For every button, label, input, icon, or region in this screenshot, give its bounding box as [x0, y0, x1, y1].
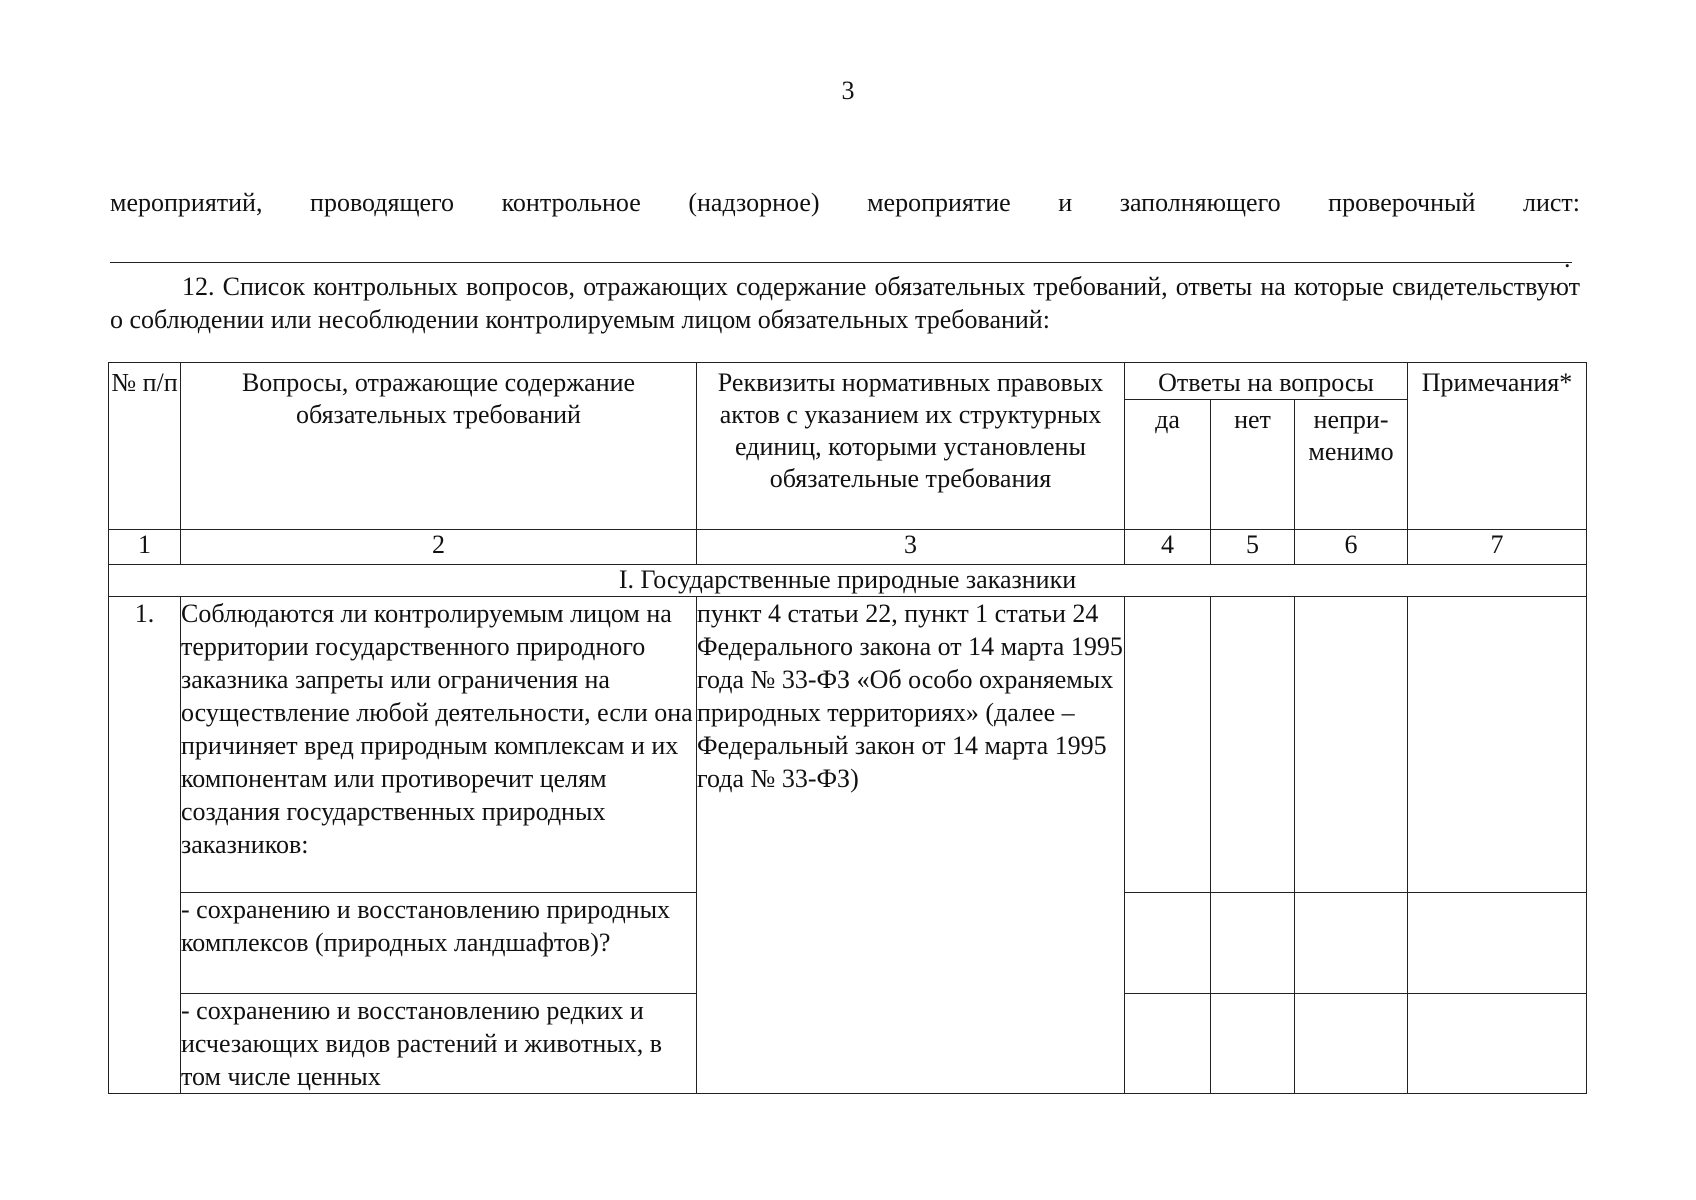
- header-number: № п/п: [109, 363, 181, 530]
- intro-line: [110, 188, 1580, 218]
- checklist-intro-paragraph: 12. Список контрольных вопросов, отражающих содержание обязательных требований, ответы на которые свидетельствуют о соблюдении или несоблюдении контролируемым лицом обязательных требований:: [110, 272, 1580, 334]
- header-not-applicable: непри-менимо: [1295, 400, 1408, 530]
- answer-no-cell[interactable]: [1211, 893, 1295, 993]
- answer-not-applicable-cell[interactable]: [1295, 596, 1408, 893]
- answer-not-applicable-cell[interactable]: [1295, 993, 1408, 1093]
- header-answers-group: Ответы на вопросы: [1125, 363, 1408, 400]
- answer-no-cell[interactable]: [1211, 596, 1295, 893]
- column-number: 7: [1408, 530, 1587, 564]
- intro-word: мероприятие: [867, 188, 1011, 217]
- intro-word: контрольное: [501, 188, 641, 217]
- question-cell: - сохранению и восстановлению природных комплексов (природных ландшафтов)?: [181, 893, 697, 993]
- inspector-fill-line: [110, 262, 1572, 263]
- section-title: I. Государственные природные заказники: [109, 564, 1587, 596]
- notes-cell[interactable]: [1408, 993, 1587, 1093]
- row-number: 1.: [109, 596, 181, 1093]
- notes-cell[interactable]: [1408, 893, 1587, 993]
- question-cell: Соблюдаются ли контролируемым лицом на территории государственного природного заказника запреты или ограничения на осуществление любой деятельности, если она причиняет вред природным комплексам и их компонентам или противоречит целям создания государственных природных заказников:: [181, 596, 697, 893]
- header-questions: Вопросы, отражающие содержание обязательных требований: [181, 363, 697, 530]
- answer-not-applicable-cell[interactable]: [1295, 893, 1408, 993]
- column-number: 4: [1125, 530, 1211, 564]
- column-number: 1: [109, 530, 181, 564]
- header-no: нет: [1211, 400, 1295, 530]
- intro-word: проверочный: [1328, 188, 1476, 217]
- answer-no-cell[interactable]: [1211, 993, 1295, 1093]
- intro-word: и: [1058, 188, 1073, 217]
- intro-word: лист:: [1522, 188, 1580, 217]
- column-number: 5: [1211, 530, 1295, 564]
- intro-word: заполняющего: [1119, 188, 1281, 217]
- answer-yes-cell[interactable]: [1125, 596, 1211, 893]
- legal-reference-cell: пункт 4 статьи 22, пункт 1 статьи 24 Федерального закона от 14 марта 1995 года № 33-ФЗ «Об особо охраняемых природных территориях» (далее – Федеральный закон от 14 марта 1995 года № 33-ФЗ): [697, 596, 1125, 1093]
- column-number: 3: [697, 530, 1125, 564]
- answer-yes-cell[interactable]: [1125, 893, 1211, 993]
- notes-cell[interactable]: [1408, 596, 1587, 893]
- question-cell: - сохранению и восстановлению редких и исчезающих видов растений и животных, в том числе ценных: [181, 993, 697, 1093]
- intro-word: проводящего: [310, 188, 455, 217]
- header-yes: да: [1125, 400, 1211, 530]
- header-legal-acts: Реквизиты нормативных правовых актов с указанием их структурных единиц, которыми установлены обязательные требования: [697, 363, 1125, 530]
- page-number: 3: [841, 76, 855, 105]
- intro-word: мероприятий,: [110, 188, 263, 217]
- answer-yes-cell[interactable]: [1125, 993, 1211, 1093]
- column-number: 2: [181, 530, 697, 564]
- checklist-table: [108, 362, 1587, 1094]
- fill-line-end: .: [1564, 244, 1571, 273]
- intro-word: (надзорное): [688, 188, 820, 217]
- column-number: 6: [1295, 530, 1408, 564]
- header-notes: Примечания*: [1408, 363, 1587, 530]
